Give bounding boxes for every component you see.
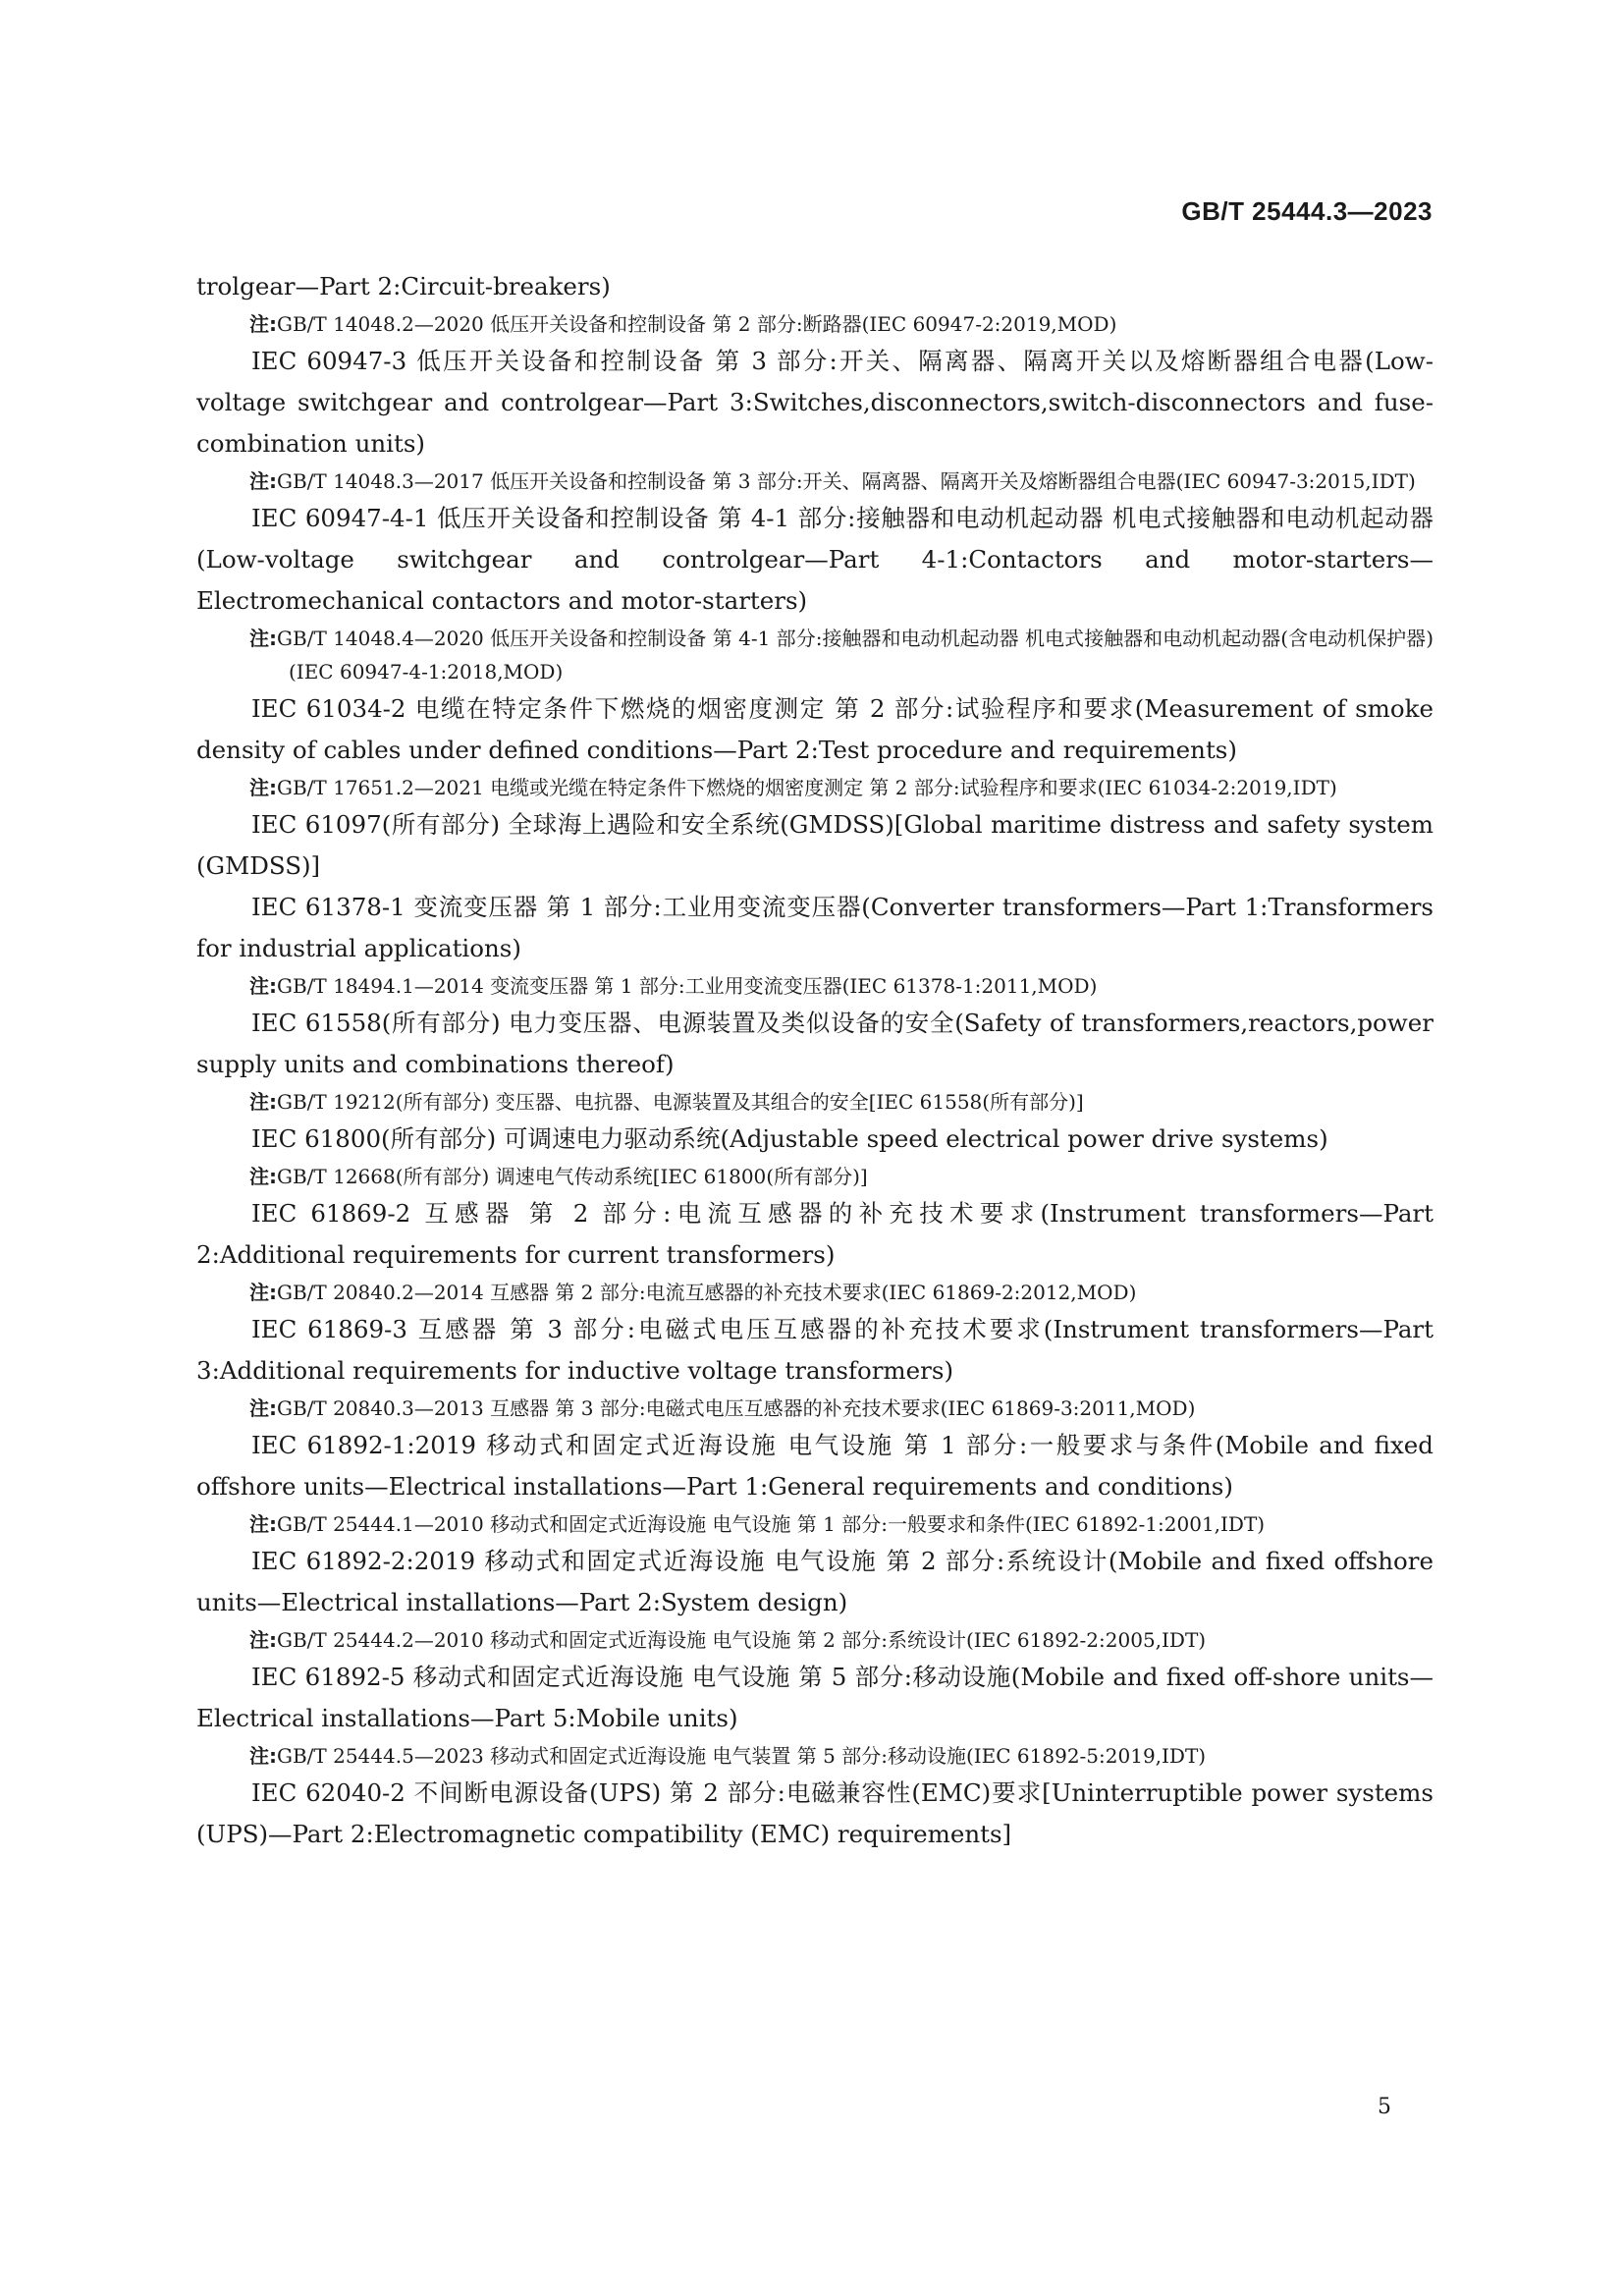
note-text: GB/T 18494.1—2014 变流变压器 第 1 部分:工业用变流变压器(IEC 61378-1:2011,MOD) [277,974,1098,998]
reference-note [196,771,1434,804]
note-text: GB/T 25444.1—2010 移动式和固定式近海设施 电气设施 第 1 部分:一般要求和条件(IEC 61892-1:2001,IDT) [277,1512,1266,1536]
reference-list [196,266,1434,1855]
note-text: GB/T 19212(所有部分) 变压器、电抗器、电源装置及其组合的安全[IEC 61558(所有部分)] [277,1090,1084,1114]
reference-note [196,307,1434,341]
note-text: GB/T 17651.2—2021 电缆或光缆在特定条件下燃烧的烟密度测定 第 2 部分:试验程序和要求(IEC 61034-2:2019,IDT) [277,776,1337,799]
note-text: GB/T 14048.2—2020 低压开关设备和控制设备 第 2 部分:断路器(IEC 60947-2:2019,MOD) [277,312,1117,336]
reference-note [196,969,1434,1003]
reference-entry: IEC 60947-4-1 低压开关设备和控制设备 第 4-1 部分:接触器和电动机起动器 机电式接触器和电动机起动器(Low-voltage switchgear and controlgear—Part 4-1:Contactors and motor-starters—Electromechanical contactors and motor-starters) [196,504,1434,615]
note-label: 注: [249,1396,277,1420]
note-label: 注: [249,776,277,799]
reference-note [196,622,1434,688]
reference-entry: IEC 61558(所有部分) 电力变压器、电源装置及类似设备的安全(Safety of transformers,reactors,power supply units and combinations thereof) [196,1009,1434,1078]
note-label: 注: [249,1744,277,1768]
note-label: 注: [249,312,277,336]
reference-entry: IEC 62040-2 不间断电源设备(UPS) 第 2 部分:电磁兼容性(EMC)要求[Uninterruptible power systems (UPS)—Part 2:Electromagnetic compatibility (EMC) requirements] [196,1778,1434,1848]
reference-entry: IEC 61892-1:2019 移动式和固定式近海设施 电气设施 第 1 部分:一般要求与条件(Mobile and fixed offshore units—Electrical installations—Part 1:General requirements and conditions) [196,1431,1434,1501]
note-label: 注: [249,469,277,493]
note-label: 注: [249,1281,277,1304]
reference-entry: IEC 60947-3 低压开关设备和控制设备 第 3 部分:开关、隔离器、隔离开关以及熔断器组合电器(Low-voltage switchgear and controlgear—Part 3:Switches,disconnectors,switch-disconnectors and fuse-combination units) [196,347,1434,458]
reference-entry: IEC 61892-5 移动式和固定式近海设施 电气设施 第 5 部分:移动设施(Mobile and fixed off-shore units—Electrical installations—Part 5:Mobile units) [196,1663,1434,1732]
note-label: 注: [249,1512,277,1536]
reference-note [196,1392,1434,1425]
reference-entry: IEC 61097(所有部分) 全球海上遇险和安全系统(GMDSS)[Global maritime distress and safety system (GMDSS)] [196,810,1434,880]
note-text: GB/T 20840.3—2013 互感器 第 3 部分:电磁式电压互感器的补充技术要求(IEC 61869-3:2011,MOD) [277,1396,1196,1420]
reference-note [196,1507,1434,1541]
reference-entry: trolgear—Part 2:Circuit-breakers) [196,272,611,301]
reference-note [196,465,1434,498]
reference-entry: IEC 61869-2 互感器 第 2 部分:电流互感器的补充技术要求(Instrument transformers—Part 2:Additional requirements for current transformers) [196,1199,1434,1269]
reference-note [196,1085,1434,1119]
note-label: 注: [249,1628,277,1652]
note-text: GB/T 25444.2—2010 移动式和固定式近海设施 电气设施 第 2 部分:系统设计(IEC 61892-2:2005,IDT) [277,1628,1207,1652]
note-text: GB/T 20840.2—2014 互感器 第 2 部分:电流互感器的补充技术要求(IEC 61869-2:2012,MOD) [277,1281,1137,1304]
note-label: 注: [249,1165,277,1188]
reference-note [196,1276,1434,1309]
reference-entry: IEC 61869-3 互感器 第 3 部分:电磁式电压互感器的补充技术要求(Instrument transformers—Part 3:Additional requirements for inductive voltage transformers) [196,1315,1434,1385]
reference-note [196,1160,1434,1193]
reference-note [196,1623,1434,1657]
note-text: GB/T 14048.3—2017 低压开关设备和控制设备 第 3 部分:开关、隔离器、隔离开关及熔断器组合电器(IEC 60947-3:2015,IDT) [277,469,1416,493]
note-label: 注: [249,627,278,650]
note-label: 注: [249,1090,277,1114]
note-text: GB/T 25444.5—2023 移动式和固定式近海设施 电气装置 第 5 部分:移动设施(IEC 61892-5:2019,IDT) [277,1744,1207,1768]
reference-entry: IEC 61892-2:2019 移动式和固定式近海设施 电气设施 第 2 部分:系统设计(Mobile and fixed offshore units—Electrical installations—Part 2:System design) [196,1547,1434,1616]
note-label: 注: [249,974,277,998]
page-number: 5 [1378,2095,1391,2119]
reference-entry: IEC 61034-2 电缆在特定条件下燃烧的烟密度测定 第 2 部分:试验程序和要求(Measurement of smoke density of cables under defined conditions—Part 2:Test procedure and requirements) [196,694,1434,764]
note-text: GB/T 12668(所有部分) 调速电气传动系统[IEC 61800(所有部分)] [277,1165,868,1188]
note-text: GB/T 14048.4—2020 低压开关设备和控制设备 第 4-1 部分:接触器和电动机起动器 机电式接触器和电动机起动器(含电动机保护器)(IEC 60947-4-1:2018,MOD) [277,627,1434,683]
standard-number-header: GB/T 25444.3—2023 [1181,196,1433,226]
reference-entry: IEC 61378-1 变流变压器 第 1 部分:工业用变流变压器(Converter transformers—Part 1:Transformers for industrial applications) [196,893,1434,962]
reference-note [196,1739,1434,1773]
reference-entry: IEC 61800(所有部分) 可调速电力驱动系统(Adjustable speed electrical power drive systems) [251,1124,1328,1153]
